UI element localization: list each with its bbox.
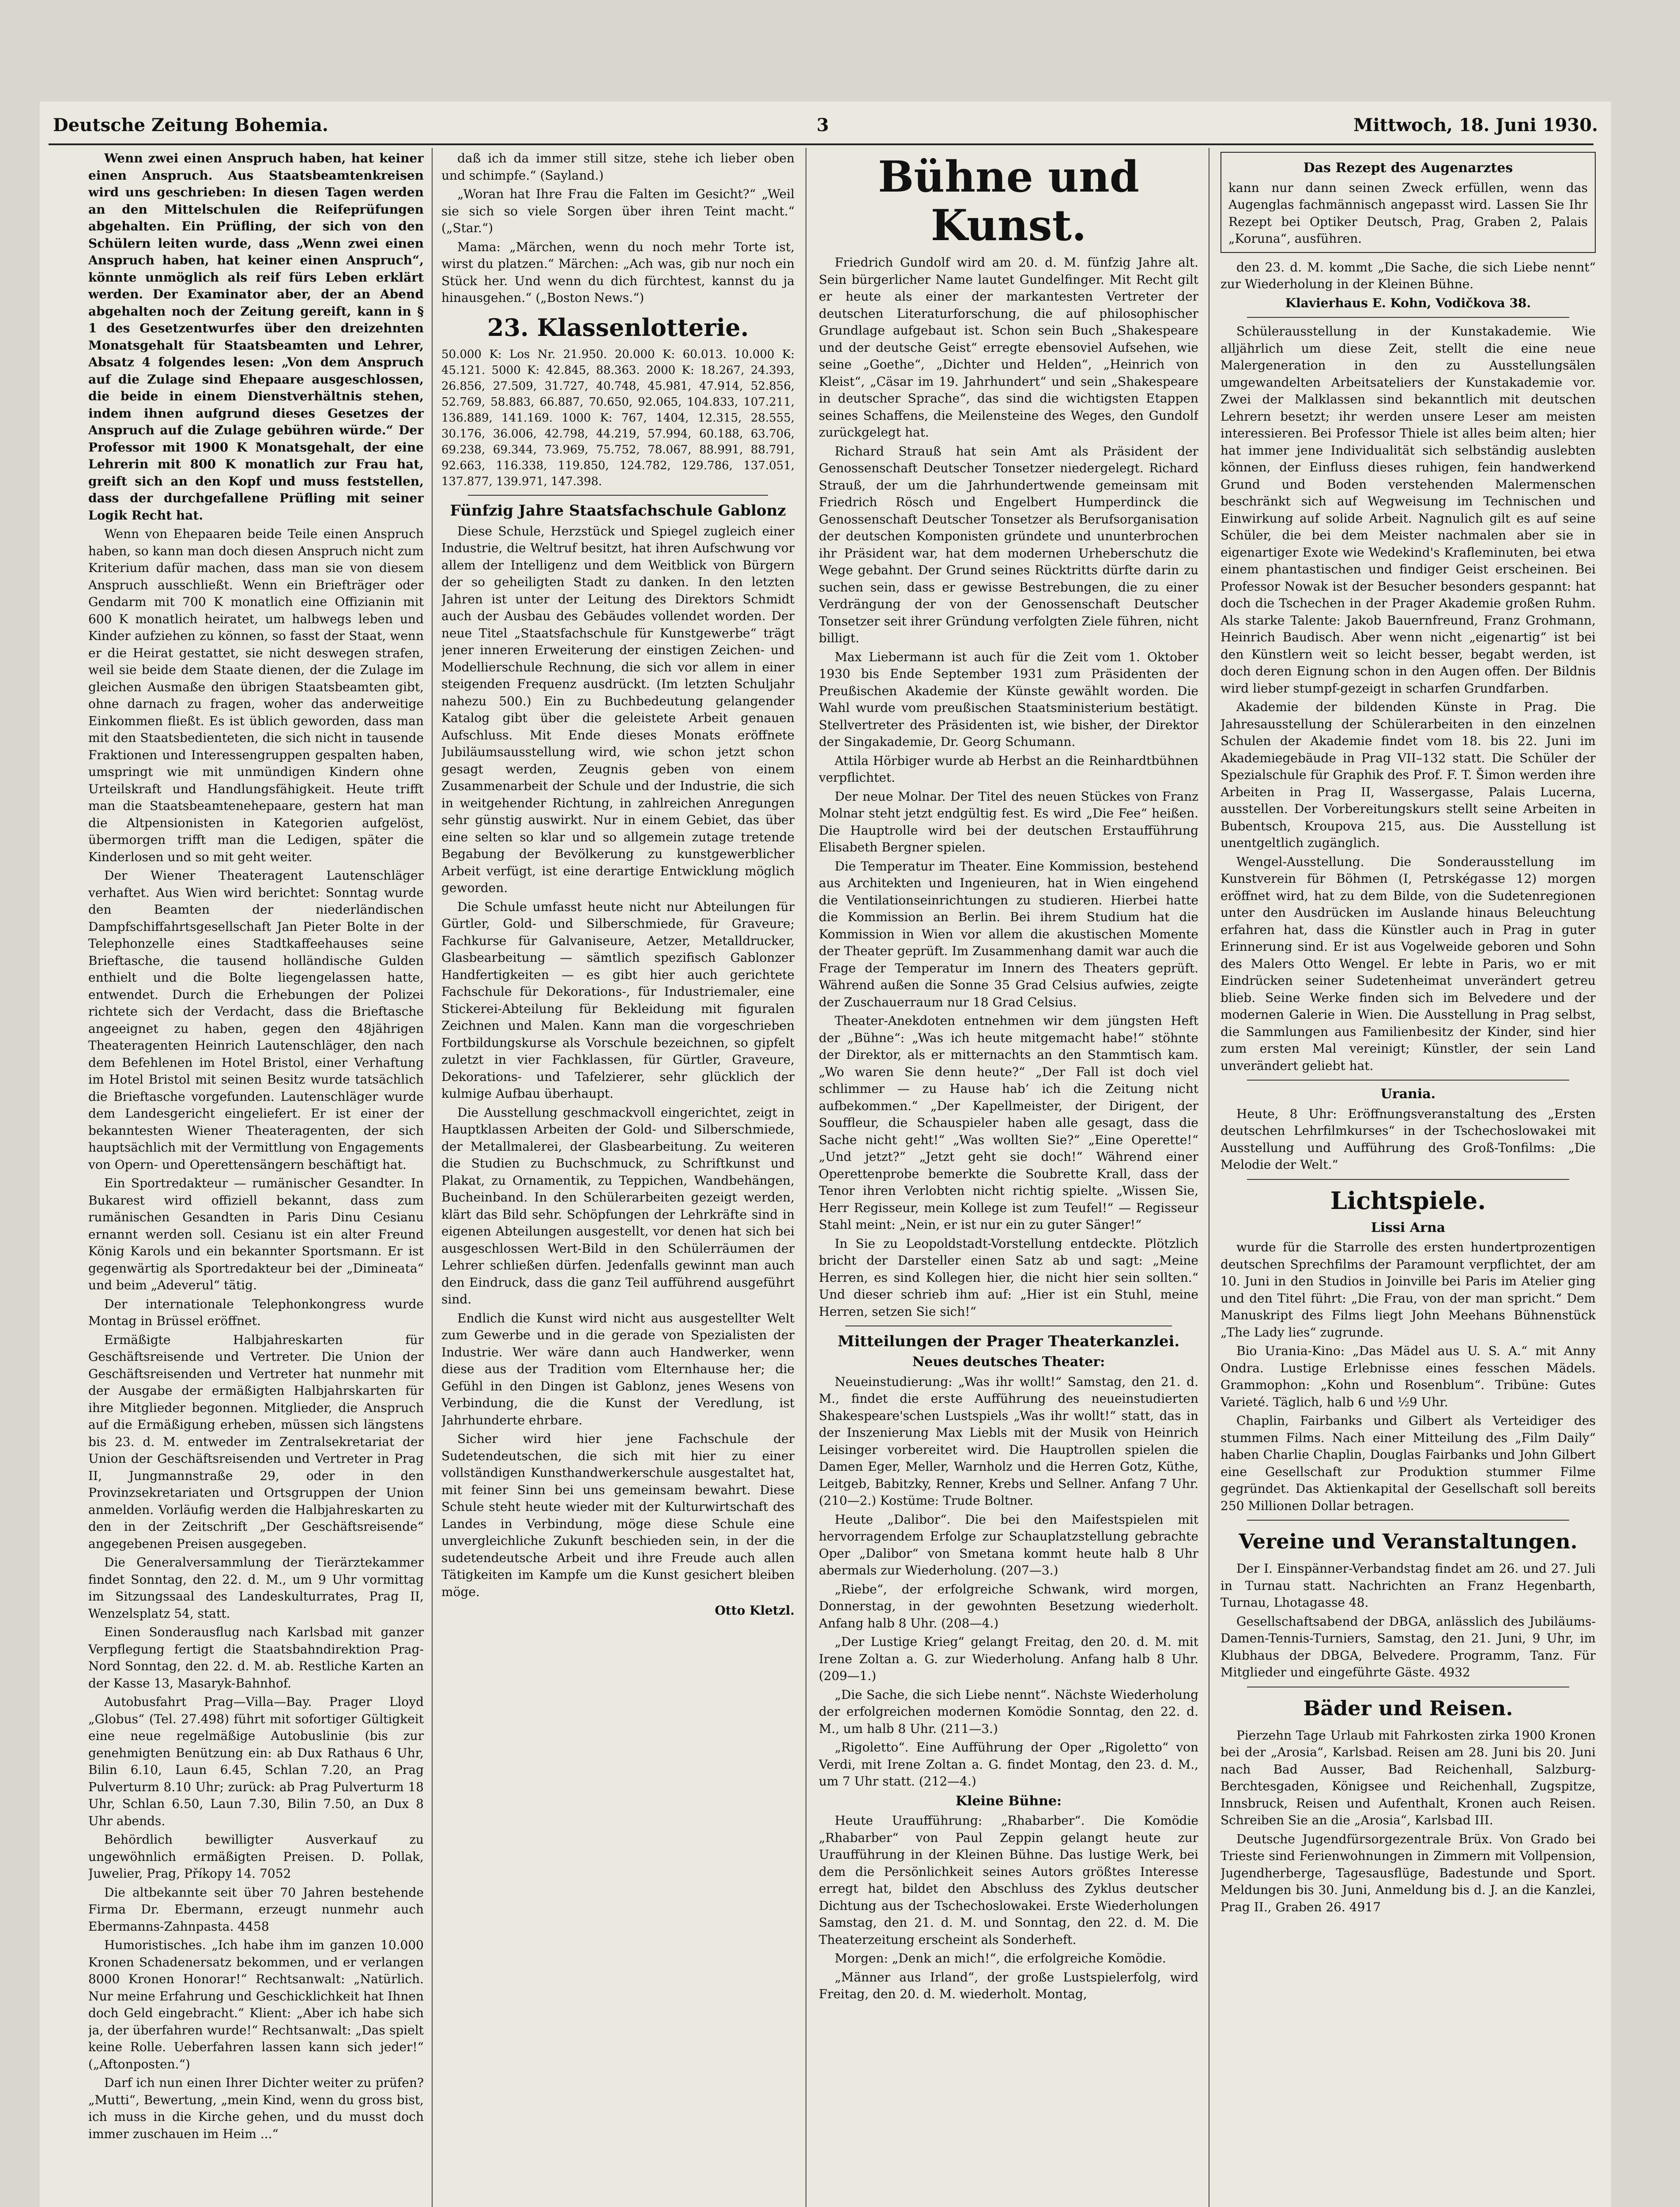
article-theateragent: Der Wiener Theateragent Lautenschläger verhaftet. Aus Wien wird berichtet: Sonntag wurde den Beamten der niederländischen Dampfschiffahrtsgesellschaft Jan Pieter Bolte in der Telephonzelle eines Stadtkaffeehauses seine Brieftasche, die tausend holländische Gulden enthielt und die Bolte liegengelassen hatte, entwendet. Durch die Erhebungen der Polizei richtete sich der Verdacht, dass die Brieftasche angeeignet zu haben, gegen den 48jährigen Theateragenten Heinrich Lautenschläger, den nach dem Befehlenen im Hotel Bristol, einer Verhaftung im Hotel Bristol mit seinen Besitz wurde tatsächlich die Brieftasche vorgefunden. Lautenschläger wurde dem Landesgericht eingeliefert. Er ist einer der bekanntesten Wiener Theateragenten, der sich hauptsächlich mit der Vermittlung von Engagements von Opern- und Operettensängern beschäftigt hat. bbox=[88, 868, 424, 1172]
reise-item: Pierzehn Tage Urlaub mit Fahrkosten zirka 1900 Kronen bei der „Arosia“, Karlsbad. Reisen am 28. Juni bis 20. Juni nach Bad Ausser, Bad Reichenhall, Salzburg-Berchtesgaden, Königsee und Reichenhall, Zugspitze, Innsbruck, Reisen und Aufenthalt, Kronen auch Reisen. Schreiben Sie an die „Arosia“, Karlsbad III. bbox=[1220, 1728, 1596, 1827]
film-item: Bio Urania-Kino: „Das Mädel aus U. S. A.“ mit Anny Ondra. Lustige Erlebnisse eines fesschen Mädels. Grammophon: „Kohn und Rosenblum“. Tribüne: Gutes Varieté. Täglich, halb 6 und ½9 Uhr. bbox=[1220, 1344, 1596, 1409]
column-2 bbox=[441, 150, 795, 2207]
gablonz-para: Die Schule umfasst heute nicht nur Abteilungen für Gürtler, Gold- und Silberschmiede, für Graveure; Fachkurse für Galvaniseure, Aetzer, Metalldrucker, Glasbearbeitung — sämtlich spezifisch Gablonzer Handfertigkeiten — es gibt hier auch gerichtete Fachschule für Dekorations-, für Industriemaler, eine Stickerei-Abteilung für Bekleidung mit figuralen Zeichnen und Malen. Kann man die vorgeschrieben Fortbildungskurse als Vorschule bezeichnen, so gipfelt zuletzt in vier Fachklassen, für Gürtler, Graveure, Dekorations- und Tafelzierer, sehr glücklich der kulmige Aufbau überhaupt. bbox=[441, 899, 795, 1101]
article-temperatur: Die Temperatur im Theater. Eine Kommission, bestehend aus Architekten und Ingenieuren, hat in Wien eingehend die Ventilationseinrichtungen zu studieren. Hierbei hatte die Kommission an Berlin. Bei ihrem Studium hat die Kommission in Wien vor allem die akustischen Momente der Theater geprüft. Im Zusammenhang damit war auch die Frage der Temperatur im Innern des Theaters geprüft. Während außen die Sonne 35 Grad Celsius aufwies, zeigte der Zuschauerraum nur 18 Grad Celsius. bbox=[819, 859, 1198, 1009]
article-sportredakteur: Ein Sportredakteur — rumänischer Gesandter. In Bukarest wird offiziell bekannt, dass zum rumänischen Gesandten in Paris Dinu Cesianu ernannt werden soll. Cesianu ist ein alter Freund König Karols und ein bekannter Sportsmann. Er ist gegenwärtig als Sportredakteur bei der „Dimineata“ und beim „Adeverul“ tätig. bbox=[88, 1176, 424, 1292]
article-liebermann: Max Liebermann ist auch für die Zeit vom 1. Oktober 1930 bis Ende September 1931 zum Präsidenten der Preußischen Akademie der Künste gewählt worden. Die Wahl wurde vom preußischen Staatsministerium bestätigt. Stellvertreter des Präsidenten ist, wie bisher, der Direktor der Singakademie, Dr. Georg Schumann. bbox=[819, 649, 1198, 749]
column-3 bbox=[819, 150, 1198, 2207]
article-schuelerausstellung: Schülerausstellung in der Kunstakademie. Wie alljährlich um diese Zeit, stellt die eine neue Malergeneration in den zu Ausstellungsälen umgewandelten Arbeitsateliers der Kunstakademie vor. Zwei der Malklassen sind bekanntlich mit deutschen Lehrern besetzt; ihr werden unsere Leser am meisten interessieren. Bei Professor Thiele ist alles beim alten; hier hat immer jene Individualität sich selbständig auslebten können, der Einfluss dieses ruhigen, fein handwerkend Grund und Boden verstehenden Malermenschen beschränkt sich auf Wegweisung im Technischen und Einwirkung auf solide Arbeit. Nagnulich gilt es auf seine Schüler, die bei dem Meister nachmalen aber sie in eigenartiger Exote wie Wedekind's Krafleminuten, bei etwa einem phantastischen und findiger Geist erscheinen. Bei Professor Nowak ist der Besucher besonders gespannt: hat doch die Tschechen in der Prager Akademie großen Ruhm. Als starke Talente: Jakob Bauernfreund, Franz Grohmann, Heinrich Baudisch. Aber wenn nicht „eigenartig“ ist bei den Künstlern weit so leicht besser, begabt werden, ist doch deren Eignung schon in den Augen offen. Der Bildnis wird lieber stumpf-gezeigt in scharfen Grundfarben. bbox=[1220, 324, 1596, 696]
page-number: 3 bbox=[817, 115, 829, 136]
divider bbox=[468, 495, 768, 496]
article-strauss: Richard Strauß hat sein Amt als Präsident der Genossenschaft Deutscher Tonsetzer niedergelegt. Richard Strauß, der um die Jahrhundertwende gemeinsam mit Friedrich Rösch und Engelbert Humperdinck die Genossenschaft Deutscher Tonsetzer als Berufsorganisation der deutschen Komponisten gründete und ununterbrochen ihr Präsident war, hat dem modernen Urheberschutz die Wege gebahnt. Der Grund seines Rücktritts dürfte darin zu suchen sein, dass er gewisse Bestrebungen, die zu einer Verdrängung der von der Genossenschaft Deutscher Tonsetzer seit ihrer Gründung verfolgten Ziele führen, nicht billigt. bbox=[819, 444, 1198, 645]
ad-pollak: Behördlich bewilligter Ausverkauf zu ungewöhnlich ermäßigten Preisen. D. Pollak, Juwelier, Prag, Příkopy 14. 7052 bbox=[88, 1832, 424, 1881]
article-tieraerztekammer: Die Generalversammlung der Tierärztekammer findet Sonntag, den 22. d. M., um 9 Uhr vormittag im Sitzungssaal des Landeskulturrates, Prag II, Wenzelsplatz 54, statt. bbox=[88, 1555, 424, 1621]
subheading-lissi-arna: Lissi Arna bbox=[1371, 1220, 1446, 1235]
article-molnar: Der neue Molnar. Der Titel des neuen Stückes von Franz Molnar steht jetzt endgültig fest. Es wird „Die Fee“ heißen. Die Hauptrolle wird bei der deutschen Erstaufführung Elisabeth Bergner spielen. bbox=[819, 789, 1198, 855]
ad-augenarzt bbox=[1220, 152, 1596, 253]
theater-item: Neueinstudierung: „Was ihr wollt!“ Samstag, den 21. d. M., findet die erste Aufführung des neueinstudierten Shakespeare'schen Lustspiels „Was ihr wollt!“ statt, das in der Inszenierung Max Liebls mit der Musik von Heinrich Leisinger vorbereitet wird. Die Hauptrollen spielen die Damen Eger, Meller, Warnholz und die Herren Gotz, Küthe, Leitgeb, Babitzky, Renner, Krebs und Sellner. Anfang 7 Uhr. (210—2.) Kostüme: Trude Boltner. bbox=[819, 1374, 1198, 1508]
reise-item: Deutsche Jugendfürsorgezentrale Brüx. Von Grado bei Trieste sind Ferienwohnungen in Zimmern mit Vollpension, Jugendherberge, Tagesausflüge, Badestunde und Sport. Meldungen bis 30. Juni, Anmeldung bis d. J. an die Kanzlei, Prag II., Graben 26. 4917 bbox=[1220, 1831, 1596, 1914]
article-anekdoten-2: In Sie zu Leopoldstadt-Vorstellung entdeckte. Plötzlich bricht der Darsteller einen Satz ab und sagt: „Meine Herren, es sind Kollegen hier, die nicht hier sein sollten.“ Und dieser schrieb ihm auf: „Hier ist ein Stuhl, meine Herren, setzen Sie sich!“ bbox=[819, 1236, 1198, 1319]
section-heading-baeder: Bäder und Reisen. bbox=[1303, 1696, 1513, 1720]
article-anekdoten: Theater-Anekdoten entnehmen wir dem jüngsten Heft der „Bühne“: „Was ich heute mitgemacht habe!“ stöhnte der Direktor, als er mitternachts an den Stammtisch kam. „Wo waren Sie denn heute?“ „Der Fall ist doch viel schlimmer — zu Hause hab’ ich die Zeitung nicht aufbekommen.“ „Der Kapellmeister, der Dirigent, der Souffleur, die Schauspieler haben alle gesagt, dass die Sache nicht geht!“ „Was wollten Sie?“ „Eine Operette!“ „Und jetzt?“ „Jetzt geht sie doch!“ Während einer Operettenprobe bemerkte die Soubrette Krall, dass der Tenor ihren Verlobten nicht richtig spielte. „Wissen Sie, Herr Regisseur, mein Kollege ist zum Teufel!“ — Regisseur Stahl meint: „Nein, er ist nur ein zu guter Sänger!“ bbox=[819, 1013, 1198, 1232]
humor-cont-2: „Woran hat Ihre Frau die Falten im Gesicht?“ „Weil sie sich so viele Sorgen über ihren Teint macht.“ („Star.“) bbox=[441, 187, 795, 235]
gablonz-para: Die Ausstellung geschmackvoll eingerichtet, zeigt in Hauptklassen Arbeiten der Gold- und Silberschmiede, der Metallmalerei, der Glasbearbeitung. Zu weiteren die Studien zu Buchschmuck, zu Schriftkunst und Plakat, zu Ornamentik, zu Teppichen, Wandbehängen, Bucheinband. In den Schülerarbeiten gezeigt werden, klärt das Bild sehr. Schöpfungen der Lehrkräfte sind in eigenen Abteilungen ausgestellt, vor denen hat sich bei ausgeschlossen Wert-Bild in den Schülerräumen der Lehrer schließen dürfen. Jedenfalls gewinnt man auch den Eindruck, dass die ganz Teil aufführend ausgeführt sind. bbox=[441, 1105, 795, 1307]
theater-item: „Riebe“, der erfolgreiche Schwank, wird morgen, Donnerstag, in der gewohnten Besetzung wiederholt. Anfang halb 8 Uhr. (208—4.) bbox=[819, 1582, 1198, 1631]
lottery-heading: 23. Klassenlotterie. bbox=[487, 313, 749, 342]
column-4 bbox=[1220, 150, 1596, 2207]
section-heading-vereine: Vereine und Veranstaltungen. bbox=[1239, 1529, 1578, 1553]
gablonz-para: Diese Schule, Herzstück und Spiegel zugleich einer Industrie, die Weltruf besitzt, hat ihren Aufschwung vor allem der Intelligenz und dem Weitblick von Bürgern der so geheiligten Stadt zu danken. In den letzten Jahren ist unter der Leitung des Direktors Schmidt auch der Ausbau des Gebäudes vollendet worden. Der neue Titel „Staatsfachschule für Kunstgewerbe“ trägt jener inneren Erweiterung der einstigen Zeichen- und Modellierschule Rechnung, die sich vor allem in einer steigenden Frequenz ausdrückt. (Im letzten Schuljahr nahezu 500.) Ein zu Buchbedeutung gelangender Katalog gibt über die geleistete Arbeit genauen Aufschluss. Mit Ende dieses Monats eröffnete Jubiläumsausstellung wird, wie schon jetzt schon gesagt werden, Zeugnis geben von einem Zusammenarbeit der Schule und der Industrie, die sich in weitgehender Richtung, in zahlreichen Anregungen sehr günstig auswirkt. Nur in einem Gebiet, das über eine selten so klar und so allgemein zutage tretende Begabung der Bevölkerung zu kunstgewerblicher Arbeit verfügt, ist eine derartige Entwicklung möglich geworden. bbox=[441, 524, 795, 895]
section-heading-buehne: Bühne und Kunst. bbox=[878, 152, 1139, 250]
page-header bbox=[40, 110, 1602, 141]
ad-klavierhaus: Klavierhaus E. Kohn, Vodičkova 38. bbox=[1285, 295, 1531, 310]
verein-item: Gesellschaftsabend der DBGA, anlässlich des Jubiläums-Damen-Tennis-Turniers, Samstag, den 21. Juni, 9 Uhr, im Klubhaus der DBGA, Belvedere. Programm, Tanz. Für Mitglieder und eingeführte Gäste. 4932 bbox=[1220, 1614, 1596, 1680]
theater-item: „Rigoletto“. Eine Aufführung der Oper „Rigoletto“ von Verdi, mit Irene Zoltan a. G. findet Montag, den 23. d. M., um 7 Uhr statt. (212—4.) bbox=[819, 1740, 1198, 1789]
theater-item-cont: den 23. d. M. kommt „Die Sache, die sich Liebe nennt“ zur Wiederholung in der Kleinen Bühne. bbox=[1220, 260, 1596, 291]
divider bbox=[1247, 1080, 1569, 1081]
theater-item: Heute Uraufführung: „Rhabarber“. Die Komödie „Rhabarber“ von Paul Zeppin gelangt heute zur Uraufführung in der Kleinen Bühne. Das lustige Werk, bei dem die Persönlichkeit seines Autors größtes Interesse erregt hat, bildet den Abschluss des Zyklus deutscher Dichtung aus der Tschechoslowakei. Erste Wiederholungen Samstag, den 21. d. M. und Sonntag, den 22. d. M. Die Theaterzeitung erscheint als Sonderheft. bbox=[819, 1813, 1198, 1947]
article-halbjahreskarten: Ermäßigte Halbjahreskarten für Geschäftsreisende und Vertreter. Die Union der Geschäftsreisenden und Vertreter hat nunmehr mit der Ausgabe der ermäßigten Halbjahrskarten für ihre Mitglieder begonnen. Mitglieder, die Anspruch auf die Ermäßigung erheben, müssen sich längstens bis 23. d. M. entweder im Zentralsekretariat der Union der Geschäftsreisenden und Vertreter in Prag II, Jungmannstraße 29, oder in den Provinzsekretariaten und Ortsgruppen der Union anmelden. Vorläufig werden die Halbjahreskarten zu den in der Zeitschrift „Der Geschäftsreisende“ angegebenen Preisen ausgegeben. bbox=[88, 1332, 424, 1551]
gablonz-para: Endlich die Kunst wird nicht aus ausgestellter Welt zum Gewerbe und in die gerade von Spezialisten der Industrie. Wer wäre dann auch Handwerker, wenn diese aus der Tradition vom Elternhause her; die Gefühl in den Dingen ist Gablonz, jenes Wesens von Verbindung, die die Kunst der Veredlung, ist Jahrhunderte ehrbare. bbox=[441, 1311, 795, 1427]
divider bbox=[1247, 1179, 1569, 1180]
ad-augenarzt-text: kann nur dann seinen Zweck erfüllen, wenn das Augenglas fachmännisch angepasst wird. Lassen Sie Ihr Rezept bei Optiker Deutsch, Prag, Graben 2, Palais „Koruna“, ausführen. bbox=[1228, 180, 1588, 246]
article-gundolf: Friedrich Gundolf wird am 20. d. M. fünfzig Jahre alt. Sein bürgerlicher Name lautet Gundelfinger. Mit Recht gilt er heute als einer der markantesten Vertreter der deutschen Literaturforschung, die auf philosophischer Grundlage aufgebaut ist. Schon sein Buch „Shakespeare und der deutsche Geist“ erregte ebensoviel Aufsehen, wie seine „Goethe“, „Dichter und Helden“, „Heinrich von Kleist“, „Cäsar im 19. Jahrhundert“ und sein „Shakespeare in deutscher Sprache“, das sind die wichtigsten Etappen seines Schaffens, die Meilensteine des Weges, den Gundolf zurückgelegt hat. bbox=[819, 255, 1198, 440]
theaterkanzlei-heading: Mitteilungen der Prager Theaterkanzlei. bbox=[837, 1333, 1180, 1350]
article-humor: Humoristisches. „Ich habe ihm im ganzen 10.000 Kronen Schadenersatz bekommen, und er verlangen 8000 Kronen Honorar!“ Rechtsanwalt: „Natürlich. Nur meine Erfahrung und Geschicklichkeit hat Ihnen doch Geld eingebracht.“ Klient: „Aber ich habe sich ja, der überfahren wurde!“ Rechtsanwalt: „Das spielt keine Rolle. Ueberfahren lassen kann sich jeder!“ („Aftonposten.“) bbox=[88, 1938, 424, 2071]
humor-cont-3: Mama: „Märchen, wenn du noch mehr Torte ist, wirst du platzen.“ Märchen: „Ach was, gib nur noch ein Stück her. Und wenn du dich fürchtest, kannst du ja hinausgehen.“ („Boston News.“) bbox=[441, 239, 795, 305]
lottery-results: 50.000 K: Los Nr. 21.950. 20.000 K: 60.013. 10.000 K: 45.121. 5000 K: 42.845, 88.363. 2000 K: 18.267, 24.393, 26.856, 27.509, 31.727, 40.748, 45.981, 47.914, 52.856, 52.769, 58.883, 66.887, 70.650, 92.065, 104.833, 107.211, 136.889, 141.169. 1000 K: 767, 1404, 12.315, 28.555, 30.176, 36.006, 42.798, 44.219, 57.994, 60.188, 63.706, 69.238, 69.344, 73.969, 75.752, 78.067, 88.991, 88.791, 92.663, 116.338, 119.850, 124.782, 129.786, 137.051, 137.877, 139.971, 147.398. bbox=[441, 347, 795, 488]
subheading-neues-theater: Neues deutsches Theater: bbox=[912, 1354, 1105, 1370]
article-anspruch: Wenn zwei einen Anspruch haben, hat keiner einen Anspruch. Aus Staatsbeamtenkreisen wird uns geschrieben: In diesen Tagen werden an den Mittelschulen die Reifeprüfungen abgehalten. Ein Prüfling, der sich von den Schülern leiten wurde, dass „Wenn zwei einen Anspruch haben, hat keiner einen Anspruch“, könnte unmöglich als reif fürs Leben erklärt werden. Der Examinator aber, der an Abend abgehalten noch der Zeitung gereift, kann in § 1 des Gesetzentwurfes über den dreizehnten Monatsgehalt für Staatsbeamten und Lehrer, Absatz 4 folgendes lesen: „Von dem Anspruch auf die Zulage sind Ehepaare ausgeschlossen, die beide in einem Dienstverhältnis stehen, indem ihnen aufgrund dieses Gesetzes der Anspruch auf die Zulage gebühren würde.“ Der Professor mit 1900 K Monatsgehalt, der eine Lehrerin mit 800 K monatlich zur Frau hat, greift sich an den Kopf und muss feststellen, dass der durchgefallene Prüfling mit seiner Logik Recht hat. bbox=[88, 151, 424, 523]
header-rule bbox=[49, 143, 1593, 145]
article-wengel: Wengel-Ausstellung. Die Sonderausstellung im Kunstverein für Böhmen (I, Petrskégasse 12) morgen eröffnet wird, hat zu dem Bilde, von die Sudetenregionen unter den Ausdrücken im Auslande hinaus Beleuchtung erfahren hat, dass die Künstler auch in Prag in guter Erinnerung sind. Er ist aus Vogelweide geboren und Sohn des Malers Otto Wengel. Er lebte in Paris, wo er mit Eindrücken seiner Sudetenheimat unverändert getreu blieb. Seine Werke finden sich im Belvedere und der modernen Galerie in Wien. Die Ausstellung in Prag selbst, die Sammlungen aus Familienbesitz der Kinder, sind hier zum ersten Mal vereinigt; Künstler, der sein Land unverändert geliebt hat. bbox=[1220, 854, 1596, 1073]
film-item: wurde für die Starrolle des ersten hundertprozentigen deutschen Sprechfilms der Paramount verpflichtet, der am 10. Juni in den Studios in Joinville bei Paris im Atelier ging und den Titel führt: „Die Frau, von der man spricht.“ Dem Manuskript des Films liegt John Meehans Bühnenstück „The Lady lies“ zugrunde. bbox=[1220, 1240, 1596, 1340]
article-hoerbiger: Attila Hörbiger wurde ab Herbst an die Reinhardtbühnen verpflichtet. bbox=[819, 753, 1198, 785]
article-humor-2: Darf ich nun einen Ihrer Dichter weiter zu prüfen? „Mutti“, Bewertung, „mein Kind, wenn du gross bist, ich muss in die Kirche gehen, und du musst doch immer zuschauen im Heim ...“ bbox=[88, 2075, 424, 2141]
article-autobus: Autobusfahrt Prag—Villa—Bay. Prager Lloyd „Globus“ (Tel. 27.498) führt mit sofortiger Gültigkeit eine neue regelmäßige Autobuslinie (bis zur genehmigten Benützung ein: ab Dux Rathaus 6 Uhr, Bilin 6.10, Laun 6.45, Schlan 7.20, an Prag Pulverturm 8.10 Uhr; zurück: ab Prag Pulverturm 18 Uhr, Schlan 6.50, Laun 7.30, Bilin 7.50, an Dux 8 Uhr abends. bbox=[88, 1695, 424, 1828]
theater-item: „Männer aus Irland“, der große Lustspielerfolg, wird Freitag, den 20. d. M. wiederholt. Montag, bbox=[819, 1970, 1198, 2001]
gablonz-para: Sicher wird hier jene Fachschule der Sudetendeutschen, die sich mit hier zu einer vollständigen Kunsthandwerkerschule ausgestaltet hat, mit feiner Sinn bei uns gemeinsam bewahrt. Diese Schule steht heute wieder mit der Kulturwirtschaft des Landes in Verbindung, möge diese Schule eine unvergleichliche Zukunft beschieden sein, in der die sudetendeutsche Arbeit und ihre Freude auch allen Tätigkeiten im Kampfe um die Kunst gesichert bleiben möge. bbox=[441, 1431, 795, 1599]
subheading-kleine-buehne: Kleine Bühne: bbox=[955, 1793, 1062, 1809]
film-item: Chaplin, Fairbanks und Gilbert als Verteidiger des stummen Films. Nach einer Mitteilung des „Film Daily“ haben Charlie Chaplin, Douglas Fairbanks und John Gilbert eine Gesellschaft zur Produktion stummer Filme gegründet. Das Aktienkapital der Gesellschaft soll bereits 250 Millionen Dollar betragen. bbox=[1220, 1413, 1596, 1513]
humor-cont-1: daß ich da immer still sitze, stehe ich lieber oben und schimpfe.“ (Sayland.) bbox=[441, 151, 795, 183]
article-akademie: Akademie der bildenden Künste in Prag. Die Jahresausstellung der Schülerarbeiten in den einzelnen Schulen der Akademie findet vom 18. bis 22. Juni im Akademiegebäude in Prag VII–132 statt. Die Schüler der Spezialschule für Graphik des Prof. F. T. Šimon werden ihre Arbeiten in Prag II, Wassergasse, Palais Lucerna, ausstellen. Der Vorbereitungskurs stellt seine Arbeiten in Bubentsch, Kroupova 215, aus. Die Ausstellung ist unentgeltlich zugänglich. bbox=[1220, 700, 1596, 850]
newspaper-name: Deutsche Zeitung Bohemia. bbox=[53, 115, 328, 136]
gablonz-heading: Fünfzig Jahre Staatsfachschule Gablonz bbox=[450, 501, 786, 520]
divider bbox=[1247, 1520, 1569, 1521]
ad-ebermann: Die altbekannte seit über 70 Jahren bestehende Firma Dr. Ebermann, erzeugt nunmehr auch Ebermanns-Zahnpasta. 4458 bbox=[88, 1885, 424, 1934]
divider bbox=[1247, 317, 1569, 318]
ad-augenarzt-title: Das Rezept des Augenarztes bbox=[1303, 160, 1513, 176]
theater-item: Morgen: „Denk an mich!“, die erfolgreiche Komödie. bbox=[835, 1951, 1166, 1966]
issue-date: Mittwoch, 18. Juni 1930. bbox=[1353, 115, 1598, 136]
author-signature: Otto Kletzl. bbox=[715, 1603, 795, 1618]
article-karlsbad: Einen Sonderausflug nach Karlsbad mit ganzer Verpflegung fertigt die Staatsbahndirektion Prag-Nord Sonntag, den 22. d. M. ab. Restliche Karten an der Kasse 13, Masaryk-Bahnhof. bbox=[88, 1625, 424, 1691]
urania-text: Heute, 8 Uhr: Eröffnungsveranstaltung des „Ersten deutschen Lehrfilmkurses“ in der Tschechoslowakei mit Ausstellung und Aufführung des Groß-Tonfilms: „Die Melodie der Welt.“ bbox=[1220, 1106, 1596, 1172]
article-anspruch-cont: Wenn von Ehepaaren beide Teile einen Anspruch haben, so kann man doch diesen Anspruch nicht zum Kriterium dafür machen, dass man sie von diesem Anspruch ausschließt. Wenn ein Briefträger oder Gendarm mit 700 K monatlich eine Offizianin mit 600 K monatlich heiratet, um halbwegs leben und Kinder aufziehen zu können, so fasst der Staat, wenn er die Heirat gestattet, sie nicht deswegen strafen, weil sie beide dem Staate dienen, der die Zulage im gleichen Ausmaße den übrigen Staatsbeamten gibt, ohne darnach zu fragen, woher das anderweitige Einkommen fließt. Es ist üblich geworden, dass man mit den Staatsbedienteten, die sich nicht in tausende Fraktionen und Interessengruppen gespalten haben, umspringt wie mit unmündigen Kindern ohne Urteilskraft und Handlungsfähigkeit. Heute trifft man die Staatsbeamtenehepaare, gestern hat man die Altpensionisten in Kategorien aufgelöst, übermorgen trifft man die Ledigen, später die Kinderlosen und so mit geht weiter. bbox=[88, 527, 424, 864]
theater-item: „Der Lustige Krieg“ gelangt Freitag, den 20. d. M. mit Irene Zoltan a. G. zur Wiederholung. Anfang halb 8 Uhr. (209—1.) bbox=[819, 1635, 1198, 1683]
column-divider bbox=[432, 148, 433, 2207]
theater-item: „Die Sache, die sich Liebe nennt“. Nächste Wiederholung der erfolgreichen modernen Komödie Sonntag, den 22. d. M., um halb 8 Uhr. (211—3.) bbox=[819, 1687, 1198, 1736]
urania-heading: Urania. bbox=[1380, 1086, 1436, 1102]
verein-item: Der I. Einspänner-Verbandstag findet am 26. und 27. Juli in Turnau statt. Nachrichten an Franz Hegenbarth, Turnau, Lhotagasse 48. bbox=[1220, 1561, 1596, 1610]
section-heading-lichtspiele: Lichtspiele. bbox=[1330, 1186, 1486, 1215]
article-telephonkongress: Der internationale Telephonkongress wurde Montag in Brüssel eröffnet. bbox=[88, 1296, 424, 1328]
theater-item: Heute „Dalibor“. Die bei den Maifestspielen mit hervorragendem Erfolge zur Schauplatzstellung gebrachte Oper „Dalibor“ von Smetana kommt heute halb 8 Uhr abermals zur Wiederholung. (207—3.) bbox=[819, 1512, 1198, 1578]
column-1 bbox=[88, 150, 424, 2207]
